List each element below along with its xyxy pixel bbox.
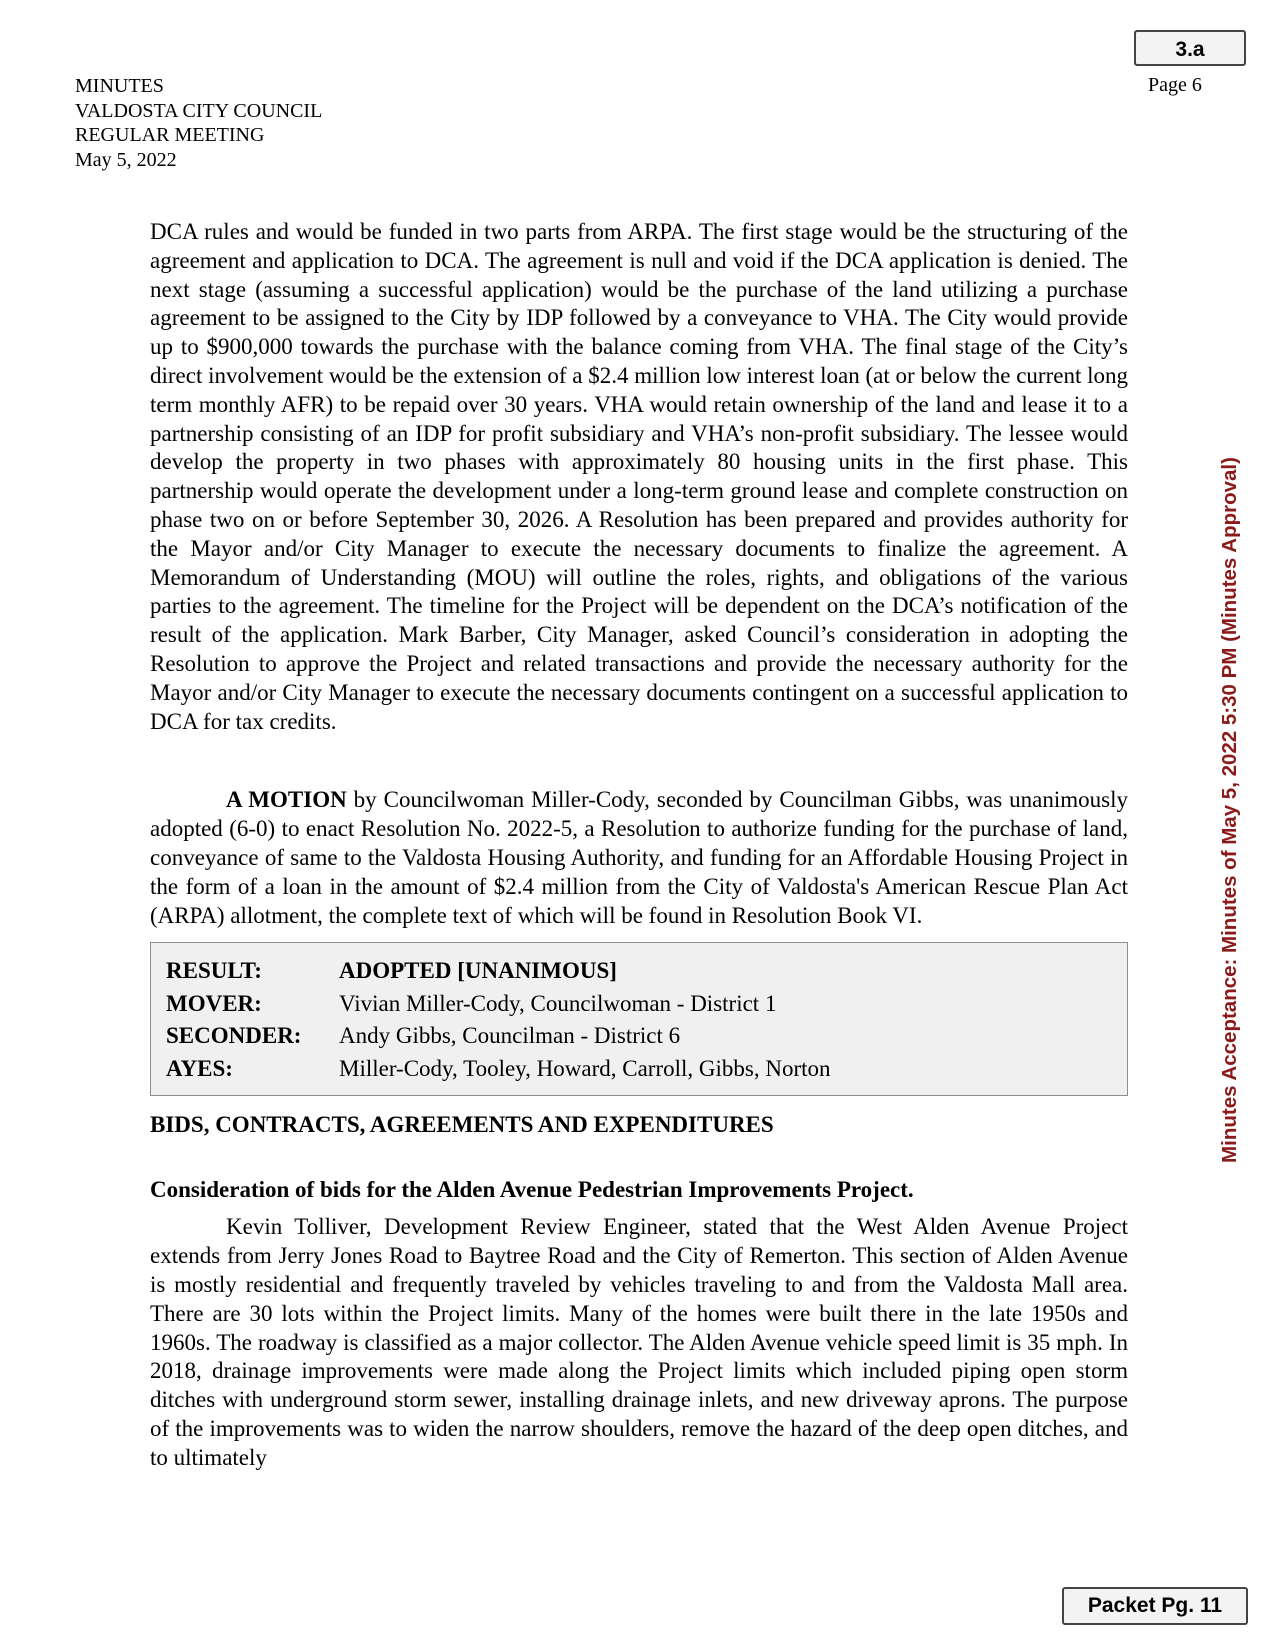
paragraph-alden-avenue: Kevin Tolliver, Development Review Engineer, stated that the West Alden Avenue Project extends from Jerry Jones Road to Baytree Road and the City of Remerton. This section of Alden Avenue is mostly residential and frequently traveled by vehicles traveling to and from the Valdosta Mall area. There are 30 lots within the Project limits. Many of the homes were built there in the late 1950s and 1960s. The roadway is classified as a major collector. The Alden Avenue vehicle speed limit is 35 mph. In 2018, drainage improvements were made along the Project limits which included piping open storm ditches with underground storm sewer, installing drainage inlets, and new driveway aprons. The purpose of the improvements was to widen the narrow shoulders, remove the hazard of the deep open ditches, and to ultimately <box>150 1214 1128 1470</box>
paragraph-motion <box>150 786 1128 930</box>
mover-row <box>166 988 1127 1021</box>
section-heading: BIDS, CONTRACTS, AGREEMENTS AND EXPENDITURES <box>150 1112 774 1138</box>
ayes-row <box>166 1053 1127 1086</box>
subsection-heading: Consideration of bids for the Alden Avenue Pedestrian Improvements Project. <box>150 1177 914 1203</box>
side-annotation: Minutes Acceptance: Minutes of May 5, 2022 5:30 PM (Minutes Approval) <box>1218 457 1241 1163</box>
header-line-minutes: MINUTES <box>75 75 164 97</box>
vote-result-box <box>150 942 1128 1096</box>
seconder-value: Andy Gibbs, Councilman - District 6 <box>339 1023 681 1049</box>
document-header <box>75 74 322 172</box>
ayes-value: Miller-Cody, Tooley, Howard, Carroll, Gibbs, Norton <box>339 1055 831 1081</box>
agenda-item-tag: 3.a <box>1134 30 1246 66</box>
mover-label: MOVER: <box>166 990 262 1016</box>
mover-value: Vivian Miller-Cody, Councilwoman - District 1 <box>339 990 777 1016</box>
result-label: RESULT: <box>166 958 262 984</box>
result-value: ADOPTED [UNANIMOUS] <box>339 958 617 984</box>
motion-lead: A MOTION <box>226 787 347 813</box>
page-number: Page 6 <box>1148 74 1202 96</box>
paragraph-project-description: DCA rules and would be funded in two parts from ARPA. The first stage would be the structuring of the agreement and application to DCA. The agreement is null and void if the DCA application is denied. The next stage (assuming a successful application) would be the purchase of the land utilizing a purchase agreement to be assigned to the City by IDP followed by a conveyance to VHA. The City would provide up to $900,000 towards the purchase with the balance coming from VHA. The final stage of the City’s direct involvement would be the extension of a $2.4 million low interest loan (at or below the current long term monthly AFR) to be repaid over 30 years. VHA would retain ownership of the land and lease it to a partnership consisting of an IDP for profit subsidiary and VHA’s non-profit subsidiary. The lessee would develop the property in two phases with approximately 80 housing units in the first phase. This partnership would operate the development under a long-term ground lease and complete construction on phase two on or before September 30, 2026. A Resolution has been prepared and provides authority for the Mayor and/or City Manager to execute the necessary documents to finalize the agreement. A Memorandum of Understanding (MOU) will outline the roles, rights, and obligations of the various parties to the agreement. The timeline for the Project will be dependent on the DCA’s notification of the result of the application. Mark Barber, City Manager, asked Council’s consideration in adopting the Resolution to approve the Project and related transactions and provide the necessary authority for the Mayor and/or City Manager to execute the necessary documents contingent on a successful application to DCA for tax credits. <box>150 219 1128 734</box>
result-row <box>166 955 1127 988</box>
motion-text: by Councilwoman Miller-Cody, seconded by Councilman Gibbs, was unanimously adopted (6-0) to enact Resolution No. 2022-5, a Resolution to authorize funding for the purchase of land, conveyance of same to the Valdosta Housing Authority, and funding for an Affordable Housing Project in the form of a loan in the amount of $2.4 million from the City of Valdosta's American Rescue Plan Act (ARPA) allotment, the complete text of which will be found in Resolution Book VI. <box>150 787 1128 928</box>
header-line-meeting: REGULAR MEETING <box>75 124 265 146</box>
seconder-label: SECONDER: <box>166 1023 302 1049</box>
seconder-row <box>166 1020 1127 1053</box>
header-line-council: VALDOSTA CITY COUNCIL <box>75 99 323 122</box>
packet-page-tag: Packet Pg. 11 <box>1062 1587 1248 1625</box>
document-body <box>150 218 1128 1473</box>
header-line-date: May 5, 2022 <box>75 148 177 171</box>
ayes-label: AYES: <box>166 1055 233 1081</box>
